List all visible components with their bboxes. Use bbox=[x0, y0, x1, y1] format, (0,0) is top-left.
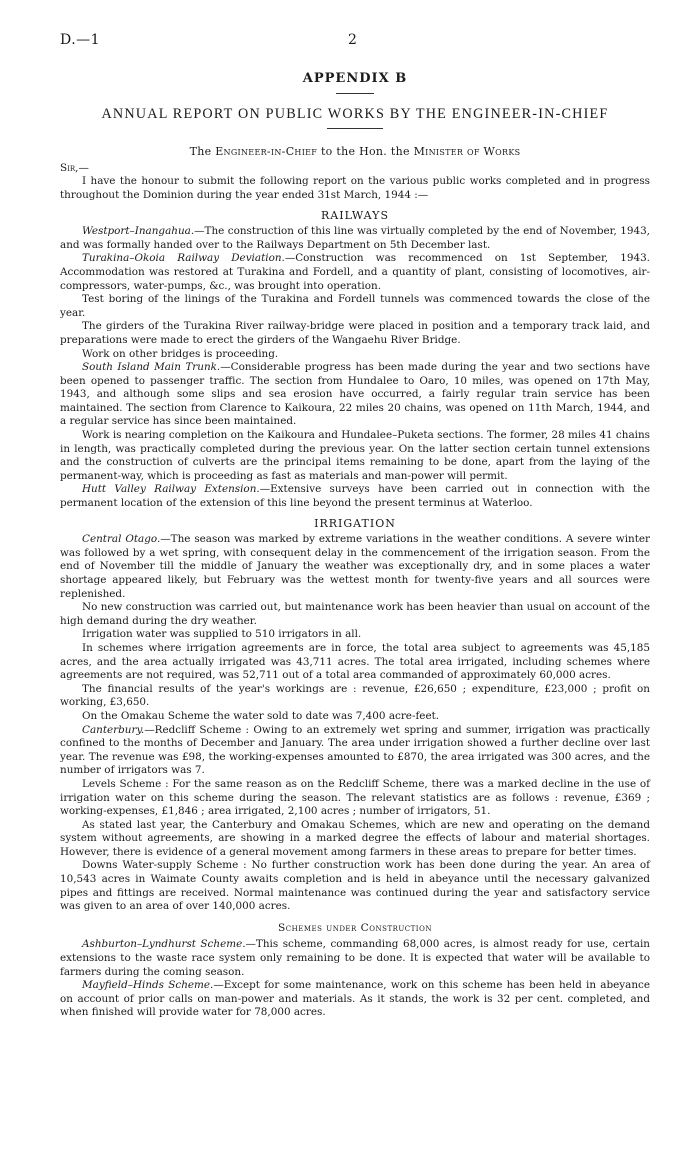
page-id: D.—1 bbox=[60, 32, 101, 48]
paragraph-title: Westport–Inangahua. bbox=[82, 225, 195, 238]
paragraph bbox=[60, 361, 650, 429]
section-heading-railways: RAILWAYS bbox=[321, 208, 389, 222]
paragraph bbox=[60, 483, 650, 510]
paragraph-text: —This scheme, commanding 68,000 acres, is almost ready for use, certain extensions to the waste race system only remaining to be done. It is expected that water will be available to farmers during the coming season. bbox=[60, 938, 650, 978]
paragraph: Work is nearing completion on the Kaikoura and Hundalee–Puketa sections. The former, 28 miles 41 chains in length, was practically completed during the previous year. On the latter section certain tunnel extensions and the construction of culverts are the principal items remaining to be done, apart from the laying of the permanent-way, which is proceeding as fast as materials and man-power will permit. bbox=[60, 429, 650, 482]
page-header bbox=[60, 30, 650, 58]
address-prefix: The bbox=[189, 145, 212, 159]
paragraph: No new construction was carried out, but maintenance work has been heavier than usual on account of the high demand during the dry weather. bbox=[60, 601, 650, 627]
address-mid: to the Hon. the bbox=[320, 145, 410, 159]
paragraph-text: —The construction of this line was virtually completed by the end of November, 1943, and was formally handed over to the Railways Department on 5th December last. bbox=[60, 225, 650, 251]
paragraph-title: South Island Main Trunk. bbox=[82, 361, 221, 374]
paragraph-title: Canterbury. bbox=[82, 723, 145, 736]
paragraph: Test boring of the linings of the Turakina and Fordell tunnels was commenced towards the close of the year. bbox=[60, 293, 650, 319]
paragraph-text: —Considerable progress has been made during the year and two sections have been opened to passenger traffic. The section from Hundalee to Oaro, 10 miles, was opened on 17th May, 1943, and although some slips and sea erosion have occurred, a fairly regular train service has been maintained. The section from Clarence to Kaikoura, 22 miles 20 chains, was opened on 11th March, 1944, and a regular service has since been maintained. bbox=[60, 361, 651, 428]
paragraph bbox=[60, 252, 650, 293]
divider-rule bbox=[336, 93, 374, 94]
paragraph: As stated last year, the Canterbury and Omakau Schemes, which are new and operating on the demand system without agreements, are showing in a marked degree the effects of labour and material shortages. However, there is evidence of a general movement among farmers in these areas to prepare for better times. bbox=[60, 818, 650, 858]
paragraph bbox=[60, 938, 650, 979]
section-heading-construction: Schemes under Construction bbox=[278, 921, 432, 934]
divider-rule bbox=[327, 128, 383, 129]
intro-paragraph: I have the honour to submit the following report on the various public works completed and in progress throughout the Dominion during the year ended 31st March, 1944 :— bbox=[60, 175, 650, 201]
paragraph bbox=[60, 225, 650, 252]
paragraph-text: —The season was marked by extreme variations in the weather conditions. A severe winter was followed by a wet spring, with consequent delay in the commencement of the irrigation season. From the end of November till the middle of January the weather was exceptionally dry, and in some places a water shortage appeared likely, but February was the wettest month for twenty-five years and all sources were replenished. bbox=[60, 533, 651, 600]
paragraph-title: Ashburton–Lyndhurst Scheme. bbox=[82, 938, 246, 951]
report-title: ANNUAL REPORT ON PUBLIC WORKS BY THE ENGINEER-IN-CHIEF bbox=[101, 105, 609, 122]
paragraph: The financial results of the year's workings are : revenue, £26,650 ; expenditure, £23,000 ; profit on working, £3,650. bbox=[60, 682, 650, 709]
paragraph bbox=[60, 533, 650, 601]
paragraph: On the Omakau Scheme the water sold to date was 7,400 acre-feet. bbox=[82, 709, 440, 722]
section-heading-irrigation: IRRIGATION bbox=[314, 516, 396, 530]
paragraph bbox=[60, 979, 650, 1020]
paragraph: Downs Water-supply Scheme : No further construction work has been done during the year. An area of 10,543 acres in Waimate County awaits completion and is held in abeyance until the necessary galvanized pipes and fittings are received. Normal maintenance was continued during the year and satisfactory service was given to an area of over 140,000 acres. bbox=[60, 859, 650, 913]
address-line bbox=[60, 145, 650, 159]
paragraph: Irrigation water was supplied to 510 irrigators in all. bbox=[82, 628, 362, 641]
address-from: Engineer-in-Chief bbox=[215, 145, 318, 159]
paragraph: The girders of the Turakina River railway-bridge were placed in position and a temporary track laid, and preparations were made to erect the girders of the Wangaehu River Bridge. bbox=[60, 320, 650, 346]
paragraph bbox=[60, 724, 650, 778]
paragraph-title: Turakina–Okoia Railway Deviation. bbox=[82, 252, 285, 265]
paragraph-text: —Except for some maintenance, work on this scheme has been held in abeyance on account of prior calls on man-power and materials. As it stands, the work is 32 per cent. completed, and when finished will provide water for 78,000 acres. bbox=[60, 979, 651, 1019]
paragraph-title: Central Otago. bbox=[82, 533, 161, 546]
page-number: 2 bbox=[348, 32, 357, 48]
paragraph: Work on other bridges is proceeding. bbox=[82, 347, 279, 360]
paragraph-title: Mayfield–Hinds Scheme. bbox=[82, 979, 214, 992]
paragraph-text: —Construction was recommenced on 1st September, 1943. Accommodation was restored at Turakina and Fordell, and a quantity of plant, consisting of locomotives, air-compressors, water-pumps, &c., was brought into operation. bbox=[60, 252, 650, 292]
paragraph-text: —Extensive surveys have been carried out in connection with the permanent location of the extension of this line beyond the present terminus at Waterloo. bbox=[60, 483, 651, 510]
address-to: Minister of Works bbox=[413, 145, 521, 159]
paragraph: Levels Scheme : For the same reason as on the Redcliff Scheme, there was a marked decline in the use of irrigation water on this scheme during the season. The relevant statistics are as follows : revenue, £369 ; working-expenses, £1,846 ; area irrigated, 2,100 acres ; number of irrigators, 51. bbox=[60, 777, 650, 818]
paragraph-text: —Redcliff Scheme : Owing to an extremely wet spring and summer, irrigation was practically confined to the months of December and January. The area under irrigation showed a further decline over last year. The revenue was £98, the working-expenses amounted to £870, the area irrigated was 300 acres, and the number of irrigators was 7. bbox=[60, 723, 650, 777]
appendix-heading: APPENDIX B bbox=[302, 71, 408, 86]
salutation: Sir,— bbox=[60, 161, 89, 174]
paragraph-title: Hutt Valley Railway Extension. bbox=[82, 483, 260, 496]
paragraph: In schemes where irrigation agreements are in force, the total area subject to agreements was 45,185 acres, and the area actually irrigated was 43,711 acres. The total area irrigated, including schemes where agreements are not required, was 52,711 out of a total area commanded of approximately 60,000 acres. bbox=[60, 641, 650, 682]
